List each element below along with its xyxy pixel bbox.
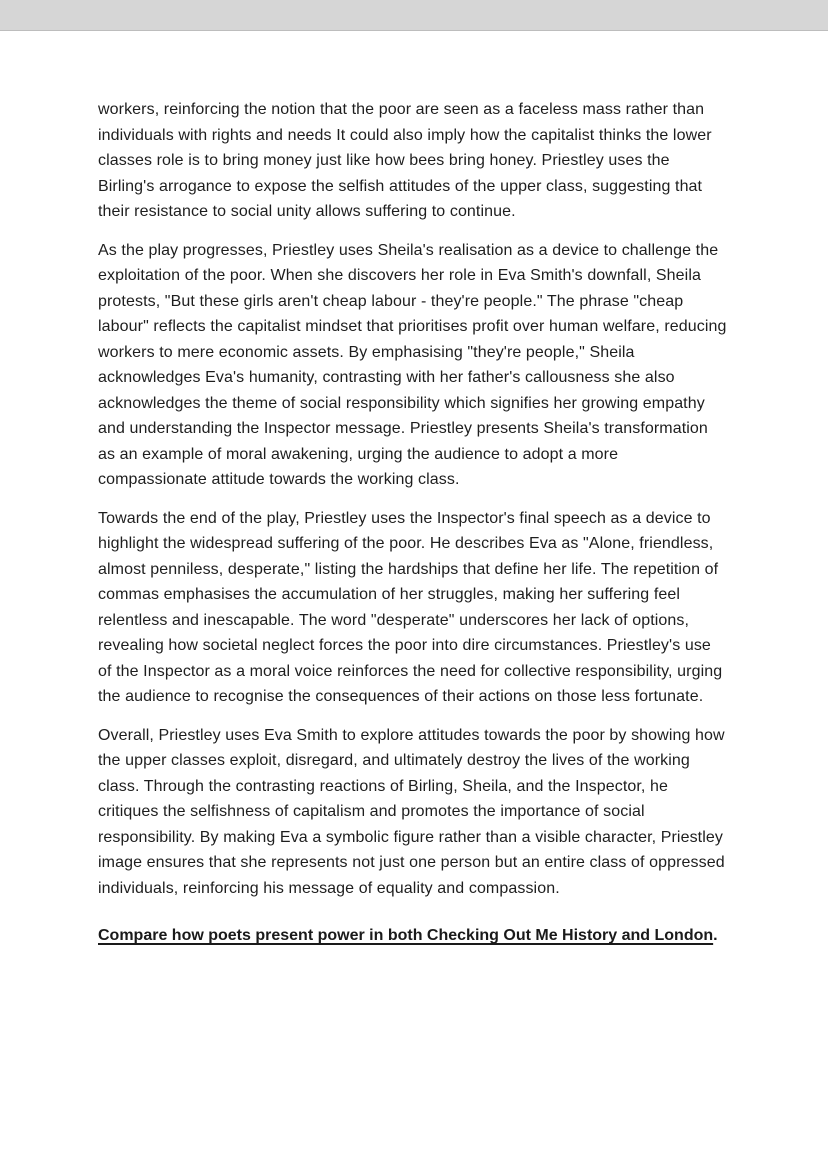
essay-question-underlined-text: Compare how poets present power in both Checking Out Me History and London: [98, 927, 714, 944]
paragraph-sheila-realisation: As the play progresses, Priestley uses Sheila's realisation as a device to challenge the exploitation of the poor. When she discovers her role in Eva Smith's downfall, Sheila protests, "But these girls aren't cheap labour - they're people." The phrase "cheap labour" reflects the capitalist mindset that prioritises profit over human welfare, reducing workers to mere economic assets. By emphasising "they're people," Sheila acknowledges Eva's humanity, contrasting with her father's callousness she also acknowledges the theme of social responsibility which signifies her growing empathy and understanding the Inspector message. Priestley presents Sheila's transformation as an example of moral awakening, urging the audience to adopt a more compassionate attitude towards the working class.: [98, 241, 727, 488]
paragraph-workers-faceless-mass: workers, reinforcing the notion that the poor are seen as a faceless mass rather than individuals with rights and needs It could also imply how the capitalist thinks the lower classes role is to bring money just like how bees bring honey. Priestley uses the Birling's arrogance to expose the selfish attitudes of the upper class, suggesting that their resistance to social unity allows suffering to continue.: [98, 101, 712, 220]
paragraph-overall-conclusion: Overall, Priestley uses Eva Smith to explore attitudes towards the poor by showing how the upper classes exploit, disregard, and ultimately destroy the lives of the working class. Through the contrasting reactions of Birling, Sheila, and the Inspector, he critiques the selfishness of capitalism and promotes the importance of social responsibility. By making Eva a symbolic figure rather than a visible character, Priestley image ensures that she represents not just one person but an entire class of oppressed individuals, reinforcing his message of equality and compassion.: [98, 726, 725, 897]
essay-question-trailing-period: .: [713, 927, 718, 944]
paragraph-inspector-final-speech: Towards the end of the play, Priestley uses the Inspector's final speech as a device to highlight the widespread suffering of the poor. He describes Eva as "Alone, friendless, almost penniless, desperate," listing the hardships that define her life. The repetition of commas emphasises the accumulation of her struggles, making her suffering feel relentless and inescapable. The word "desperate" underscores her lack of options, revealing how societal neglect forces the poor into dire circumstances. Priestley's use of the Inspector as a moral voice reinforces the need for collective responsibility, urging the audience to recognise the consequences of their actions on those less fortunate.: [98, 509, 723, 705]
essay-question-heading: [98, 923, 728, 949]
document-page: [0, 31, 828, 1171]
page-top-gutter: [0, 0, 828, 31]
